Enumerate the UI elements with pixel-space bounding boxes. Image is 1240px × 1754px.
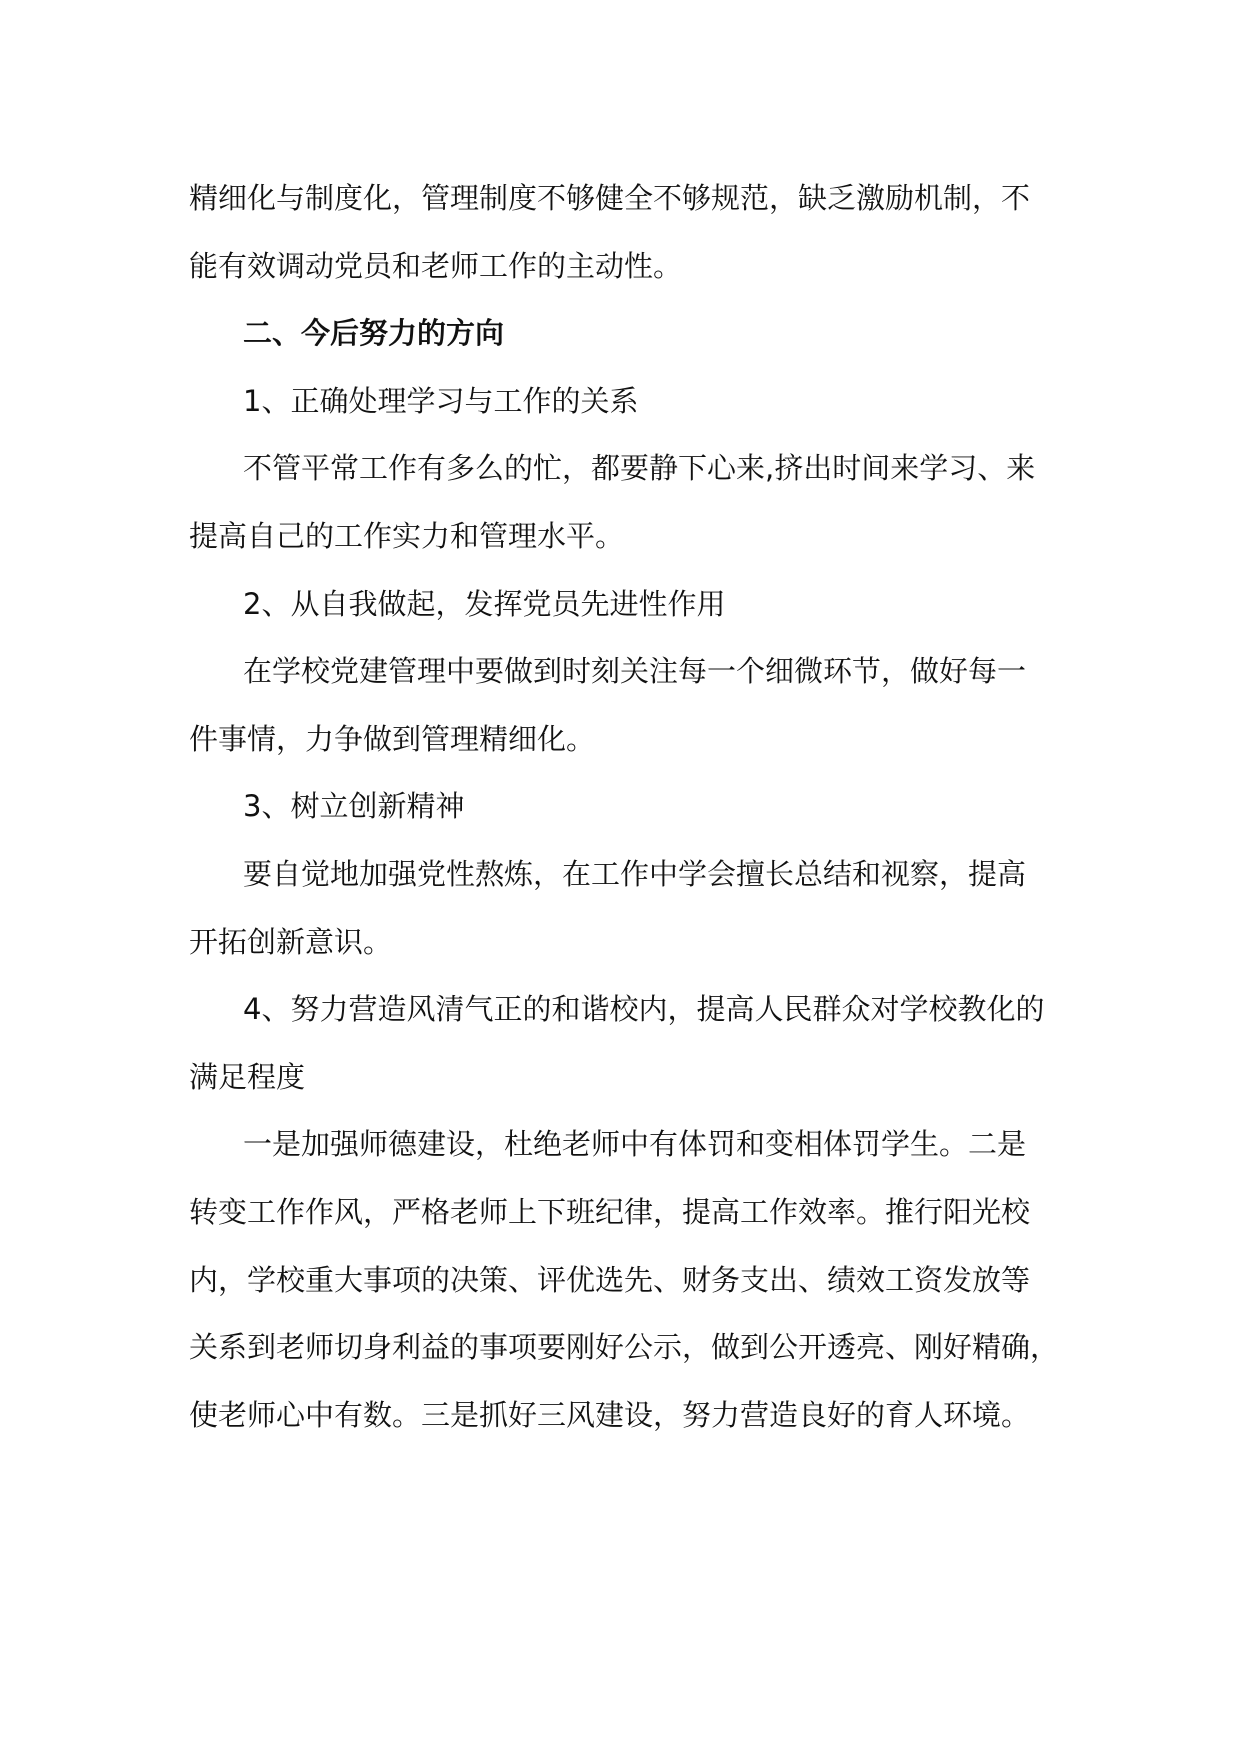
paragraph-line: 提高自己的工作实力和管理水平。 <box>189 518 625 553</box>
paragraph-line: 精细化与制度化，管理制度不够健全不够规范，缺乏激励机制，不 <box>189 181 1031 215</box>
paragraph-line: 能有效调动党员和老师工作的主动性。 <box>189 248 683 283</box>
paragraph-line: 使老师心中有数。三是抓好三风建设，努力营造良好的育人环境。 <box>189 1397 1031 1432</box>
paragraph-line: 转变工作作风，严格老师上下班纪律，提高工作效率。推行阳光校 <box>189 1194 1031 1229</box>
document-body <box>189 165 1069 1449</box>
paragraph-line: 不管平常工作有多么的忙，都要静下心来,挤出时间来学习、来 <box>243 451 1036 486</box>
subheading-3: 3、树立创新精神 <box>243 789 465 824</box>
subheading-1: 1、正确处理学习与工作的关系 <box>243 383 639 418</box>
paragraph-line: 开拓创新意识。 <box>189 924 393 959</box>
paragraph-line: 关系到老师切身利益的事项要刚好公示，做到公开透亮、刚好精确， <box>189 1330 1060 1365</box>
paragraph-line: 件事情，力争做到管理精细化。 <box>189 721 596 756</box>
paragraph-line: 一是加强师德建设，杜绝老师中有体罚和变相体罚学生。二是 <box>243 1127 1027 1162</box>
section-heading: 二、今后努力的方向 <box>243 316 505 351</box>
paragraph-line: 要自觉地加强党性熬炼，在工作中学会擅长总结和视察，提高 <box>243 856 1027 891</box>
paragraph-line: 在学校党建管理中要做到时刻关注每一个细微环节，做好每一 <box>243 654 1027 689</box>
subheading-4: 4、努力营造风清气正的和谐校内，提高人民群众对学校教化的 <box>243 992 1045 1027</box>
subheading-4-continuation: 满足程度 <box>189 1059 306 1094</box>
subheading-2: 2、从自我做起，发挥党员先进性作用 <box>243 586 726 621</box>
paragraph-line: 内，学校重大事项的决策、评优选先、财务支出、绩效工资发放等 <box>189 1262 1031 1297</box>
